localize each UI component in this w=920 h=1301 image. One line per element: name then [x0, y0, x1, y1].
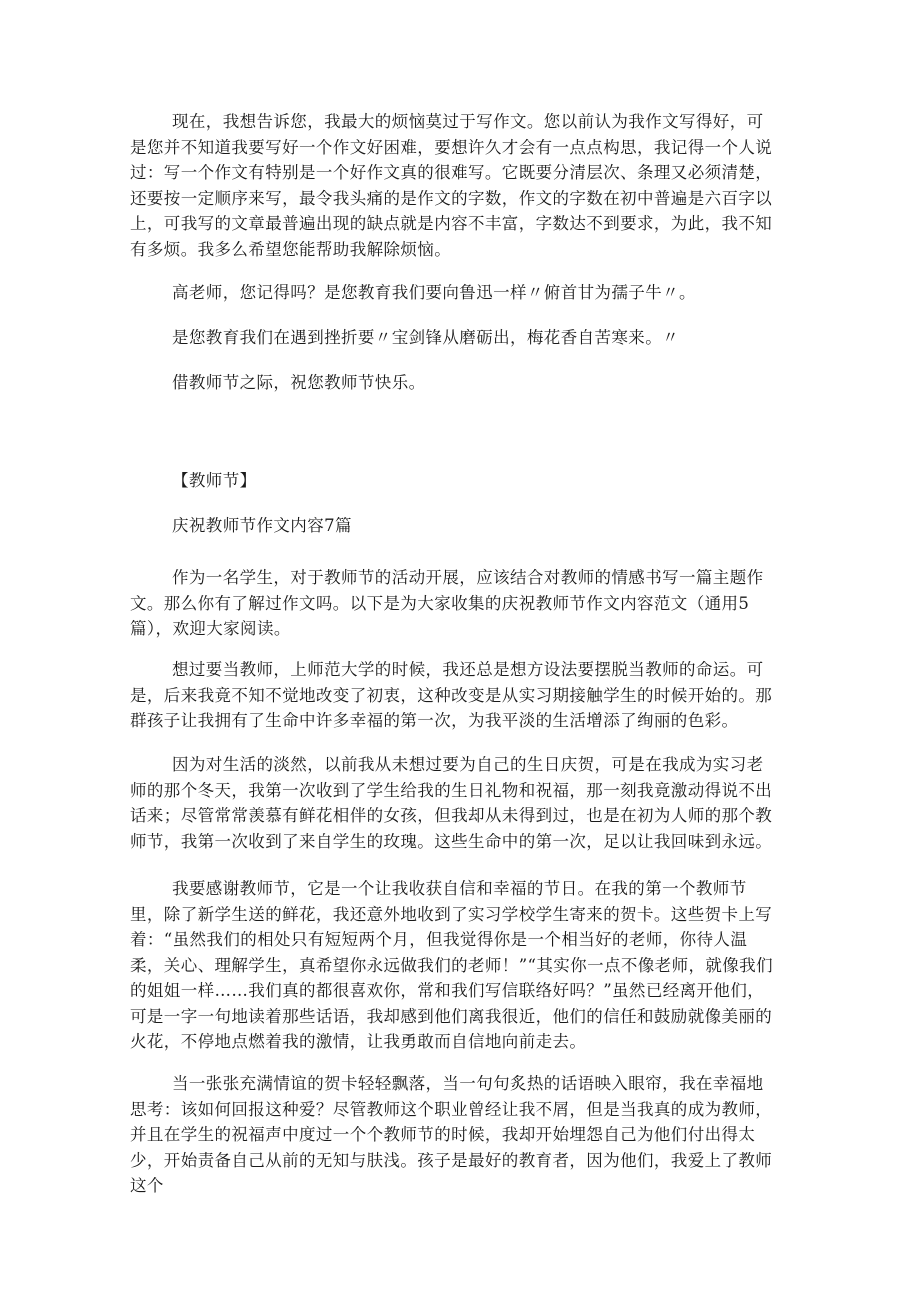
article-intro: 作为一名学生，对于教师节的活动开展，应该结合对教师的情感书写一篇主题作文。那么你有了解过作文吗。以下是为大家收集的庆祝教师节作文内容范文（通用5篇），欢迎大家阅读。	[130, 568, 764, 638]
letter-paragraph-2: 高老师，您记得吗？是您教育我们要向鲁迅一样〃俯首甘为孺子牛〃。	[172, 283, 696, 302]
section-tag: 【教师节】	[172, 471, 257, 490]
article-paragraph-2: 因为对生活的淡然，以前我从未想过要为自己的生日庆贺，可是在我成为实习老师的那个冬天，我第一次收到了学生给我的生日礼物和祝福，那一刻我竟激动得说不出话来；尽管常常羡慕有鲜花相伴的女孩，但我却从未得到过，也是在初为人师的那个教师节，我第一次收到了来自学生的玫瑰。这些生命中的第一次，足以让我回味到永远。	[130, 755, 773, 851]
article-paragraph-1: 想过要当教师，上师范大学的时候，我还总是想方设法要摆脱当教师的命运。可是，后来我竟不知不觉地改变了初衷，这种改变是从实习期接触学生的时候开始的。那群孩子让我拥有了生命中许多幸福的第一次，为我平淡的生活增添了绚丽的色彩。	[130, 660, 773, 730]
letter-paragraph-1: 现在，我想告诉您，我最大的烦恼莫过于写作文。您以前认为我作文写得好，可是您并不知道我要写好一个作文好困难，要想许久才会有一点点构思，我记得一个人说过：写一个作文有特别是一个好作文真的很难写。它既要分清层次、条理又必须清楚，还要按一定顺序来写，最令我头痛的是作文的字数，作文的字数在初中普遍是六百字以上，可我写的文章最普遍出现的缺点就是内容不丰富，字数达不到要求，为此，我不知有多烦。我多么希望您能帮助我解除烦恼。	[130, 112, 773, 259]
article-title: 庆祝教师节作文内容7篇	[172, 516, 352, 535]
article-paragraph-4: 当一张张充满情谊的贺卡轻轻飘落，当一句句炙热的话语映入眼帘，我在幸福地思考：该如何回报这种爱？尽管教师这个职业曾经让我不屑，但是当我真的成为教师，并且在学生的祝福声中度过一个个教师节的时候，我却开始埋怨自己为他们付出得太少，开始责备自己从前的无知与肤浅。孩子是最好的教育者，因为他们，我爱上了教师这个	[130, 1074, 773, 1195]
article-paragraph-3: 我要感谢教师节，它是一个让我收获自信和幸福的节日。在我的第一个教师节里，除了新学生送的鲜花，我还意外地收到了实习学校学生寄来的贺卡。这些贺卡上写着：“虽然我们的相处只有短短两个月，但我觉得你是一个相当好的老师，你待人温柔，关心、理解学生，真希望你永远做我们的老师！”“其实你一点不像老师，就像我们的姐姐一样……我们真的都很喜欢你，常和我们写信联络好吗？”虽然已经离开他们，可是一字一句地读着那些话语，我却感到他们离我很近，他们的信任和鼓励就像美丽的火花，不停地点燃着我的激情，让我勇敢而自信地向前走去。	[130, 879, 773, 1051]
letter-paragraph-3: 是您教育我们在遇到挫折要〃宝剑锋从磨砺出，梅花香自苦寒来。〃	[172, 328, 679, 347]
letter-closing: 借教师节之际，祝您教师节快乐。	[172, 373, 426, 392]
